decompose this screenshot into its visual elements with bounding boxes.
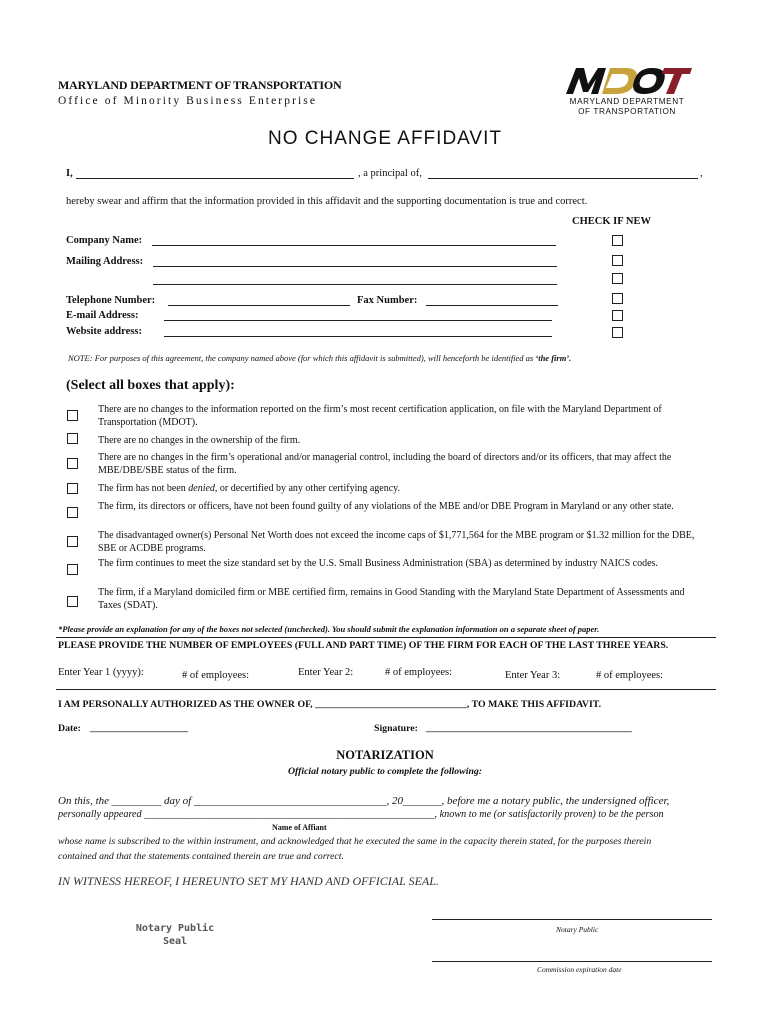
notary-line-2: personally appeared _________________________________________________________, known to me (or satisfactorily proven) to be the person <box>58 809 664 820</box>
employees1-label[interactable]: # of employees: <box>182 670 250 681</box>
fax-line[interactable] <box>426 305 558 306</box>
telephone-line[interactable] <box>168 305 350 306</box>
phone-fax-new-checkbox[interactable] <box>612 293 623 304</box>
divider-bottom <box>56 689 716 690</box>
logo-subtitle-line2: OF TRANSPORTATION <box>578 107 676 116</box>
mailing-address-2-new-checkbox[interactable] <box>612 273 623 284</box>
statement-4-emphasis: denied <box>188 483 215 494</box>
department-name: MARYLAND DEPARTMENT OF TRANSPORTATION <box>58 78 342 92</box>
statement-4-post: , or decertified by any other certifying agency. <box>214 483 401 494</box>
commission-label: Commission expiration date <box>537 965 622 974</box>
divider-top <box>56 637 716 638</box>
commission-date-line[interactable] <box>432 961 712 962</box>
statement-1-checkbox[interactable] <box>67 410 78 421</box>
statement-4-pre: The firm has not been <box>98 483 189 494</box>
employees3-label[interactable]: # of employees: <box>596 670 664 681</box>
statement-4 <box>98 483 708 496</box>
authorization-statement <box>58 699 601 710</box>
date-blank[interactable]: ____________________ <box>90 723 188 734</box>
statement-8-checkbox[interactable] <box>67 596 78 607</box>
notarization-heading: NOTARIZATION <box>336 748 434 762</box>
date-label: Date: <box>58 723 81 734</box>
employees2-label[interactable]: # of employees: <box>385 667 453 678</box>
firm-name-line[interactable] <box>428 178 698 179</box>
note-text: For purposes of this agreement, the company named above (for which this affidavit is submitted), will henceforth be identified as <box>94 353 536 363</box>
mailing-address-line-1[interactable] <box>153 266 557 267</box>
note <box>68 353 571 363</box>
witness-statement: IN WITNESS HEREOF, I HEREUNTO SET MY HAND AND OFFICIAL SEAL. <box>58 874 439 888</box>
notary-line-1: On this, the _________ day of ___________________________________, 20_______, before me a notary public, the undersigned officer, <box>58 795 670 807</box>
fax-label: Fax Number: <box>357 295 418 306</box>
notary-line-4: contained and that the statements contained therein are true and correct. <box>58 851 344 862</box>
notary-public-label: Notary Public <box>556 925 599 934</box>
year1-label[interactable]: Enter Year 1 (yyyy): <box>58 667 144 678</box>
year3-label[interactable]: Enter Year 3: <box>505 670 561 681</box>
year2-label[interactable]: Enter Year 2: <box>298 667 354 678</box>
statement-5: The firm, its directors or officers, have not been found guilty of any violations of the MBE and/or DBE Program in Maryland or any other state. <box>98 501 674 512</box>
email-line[interactable] <box>164 320 552 321</box>
signature-blank[interactable]: __________________________________________ <box>426 723 632 734</box>
check-if-new-label: CHECK IF NEW <box>572 216 651 227</box>
statement-6-checkbox[interactable] <box>67 536 78 547</box>
statement-2-checkbox[interactable] <box>67 433 78 444</box>
mailing-address-new-checkbox[interactable] <box>612 255 623 266</box>
notary-public-signature-line[interactable] <box>432 919 712 920</box>
authorization-pre: I AM PERSONALLY AUTHORIZED AS THE OWNER OF, <box>58 699 316 710</box>
notarization-subheading: Official notary public to complete the following: <box>287 766 483 777</box>
mdot-logo-mark <box>560 64 700 100</box>
statement-7: The firm continues to meet the size standard set by the U.S. Small Business Administration (SBA) as determined by industry NAICS codes. <box>98 558 658 569</box>
intro-comma: , <box>700 168 703 179</box>
note-label: NOTE: <box>68 353 93 363</box>
website-new-checkbox[interactable] <box>612 327 623 338</box>
company-name-line[interactable] <box>152 245 556 246</box>
seal-label-1: Notary Public <box>135 923 215 934</box>
select-heading: (Select all boxes that apply): <box>66 378 235 393</box>
statement-3-checkbox[interactable] <box>67 458 78 469</box>
statement-3: There are no changes in the firm’s operational and/or managerial control, including the board of directors and/or its officers, that may affect the MBE/DBE/SBE status of the firm. <box>98 452 672 476</box>
signature-label: Signature: <box>374 723 418 734</box>
i-label: I, <box>66 168 73 179</box>
principal-of-label: , a principal of, <box>358 168 422 179</box>
telephone-label: Telephone Number: <box>66 295 156 306</box>
statement-6: The disadvantaged owner(s) Personal Net Worth does not exceed the income caps of $1,771,564 for the MBE program or $1.32 million for the DBE, SBE or ACDBE programs. <box>98 530 695 554</box>
note-emphasis: ‘the firm’. <box>535 353 572 363</box>
swear-statement: hereby swear and affirm that the information provided in this affidavit and the supporting documentation is true and correct. <box>66 196 588 207</box>
page-title: NO CHANGE AFFIDAVIT <box>267 128 502 149</box>
website-label: Website address: <box>66 326 142 337</box>
statement-1: There are no changes to the information reported on the firm’s most recent certification application, on file with the Maryland Department of Transportation (MDOT). <box>98 404 662 428</box>
statement-4-checkbox[interactable] <box>67 483 78 494</box>
email-new-checkbox[interactable] <box>612 310 623 321</box>
mdot-logo <box>560 64 700 119</box>
authorization-post: , TO MAKE THIS AFFIDAVIT. <box>466 699 602 710</box>
website-line[interactable] <box>164 336 552 337</box>
company-name-label: Company Name: <box>66 235 143 246</box>
mailing-address-label: Mailing Address: <box>66 256 144 267</box>
mailing-address-line-2[interactable] <box>153 284 557 285</box>
company-name-new-checkbox[interactable] <box>612 235 623 246</box>
email-label: E-mail Address: <box>66 310 139 321</box>
seal-label-2: Seal <box>162 936 188 947</box>
logo-subtitle-line1: MARYLAND DEPARTMENT <box>569 97 685 106</box>
statement-7-checkbox[interactable] <box>67 564 78 575</box>
logo-subtitle <box>564 97 690 117</box>
statement-8: The firm, if a Maryland domiciled firm or MBE certified firm, remains in Good Standing with the Maryland State Department of Assessments and Taxes (SDAT). <box>98 587 685 611</box>
employees-heading: PLEASE PROVIDE THE NUMBER OF EMPLOYEES (FULL AND PART TIME) OF THE FIRM FOR EACH OF THE LAST THREE YEARS. <box>58 640 669 651</box>
statement-5-checkbox[interactable] <box>67 507 78 518</box>
notary-line-3: whose name is subscribed to the within instrument, and acknowledged that he executed the same in the capacity therein stated, for the purposes therein <box>58 836 652 847</box>
owner-blank[interactable]: _______________________________ <box>315 699 467 710</box>
affiant-label: Name of Affiant <box>272 823 327 832</box>
explanation-note: *Please provide an explanation for any of the boxes not selected (unchecked). You should submit the explanation information on a separate sheet of paper. <box>58 624 600 634</box>
office-name: Office of Minority Business Enterprise <box>58 95 318 107</box>
principal-name-line[interactable] <box>76 178 354 179</box>
statement-2: There are no changes in the ownership of the firm. <box>98 435 301 446</box>
notary-seal-area <box>130 922 220 948</box>
